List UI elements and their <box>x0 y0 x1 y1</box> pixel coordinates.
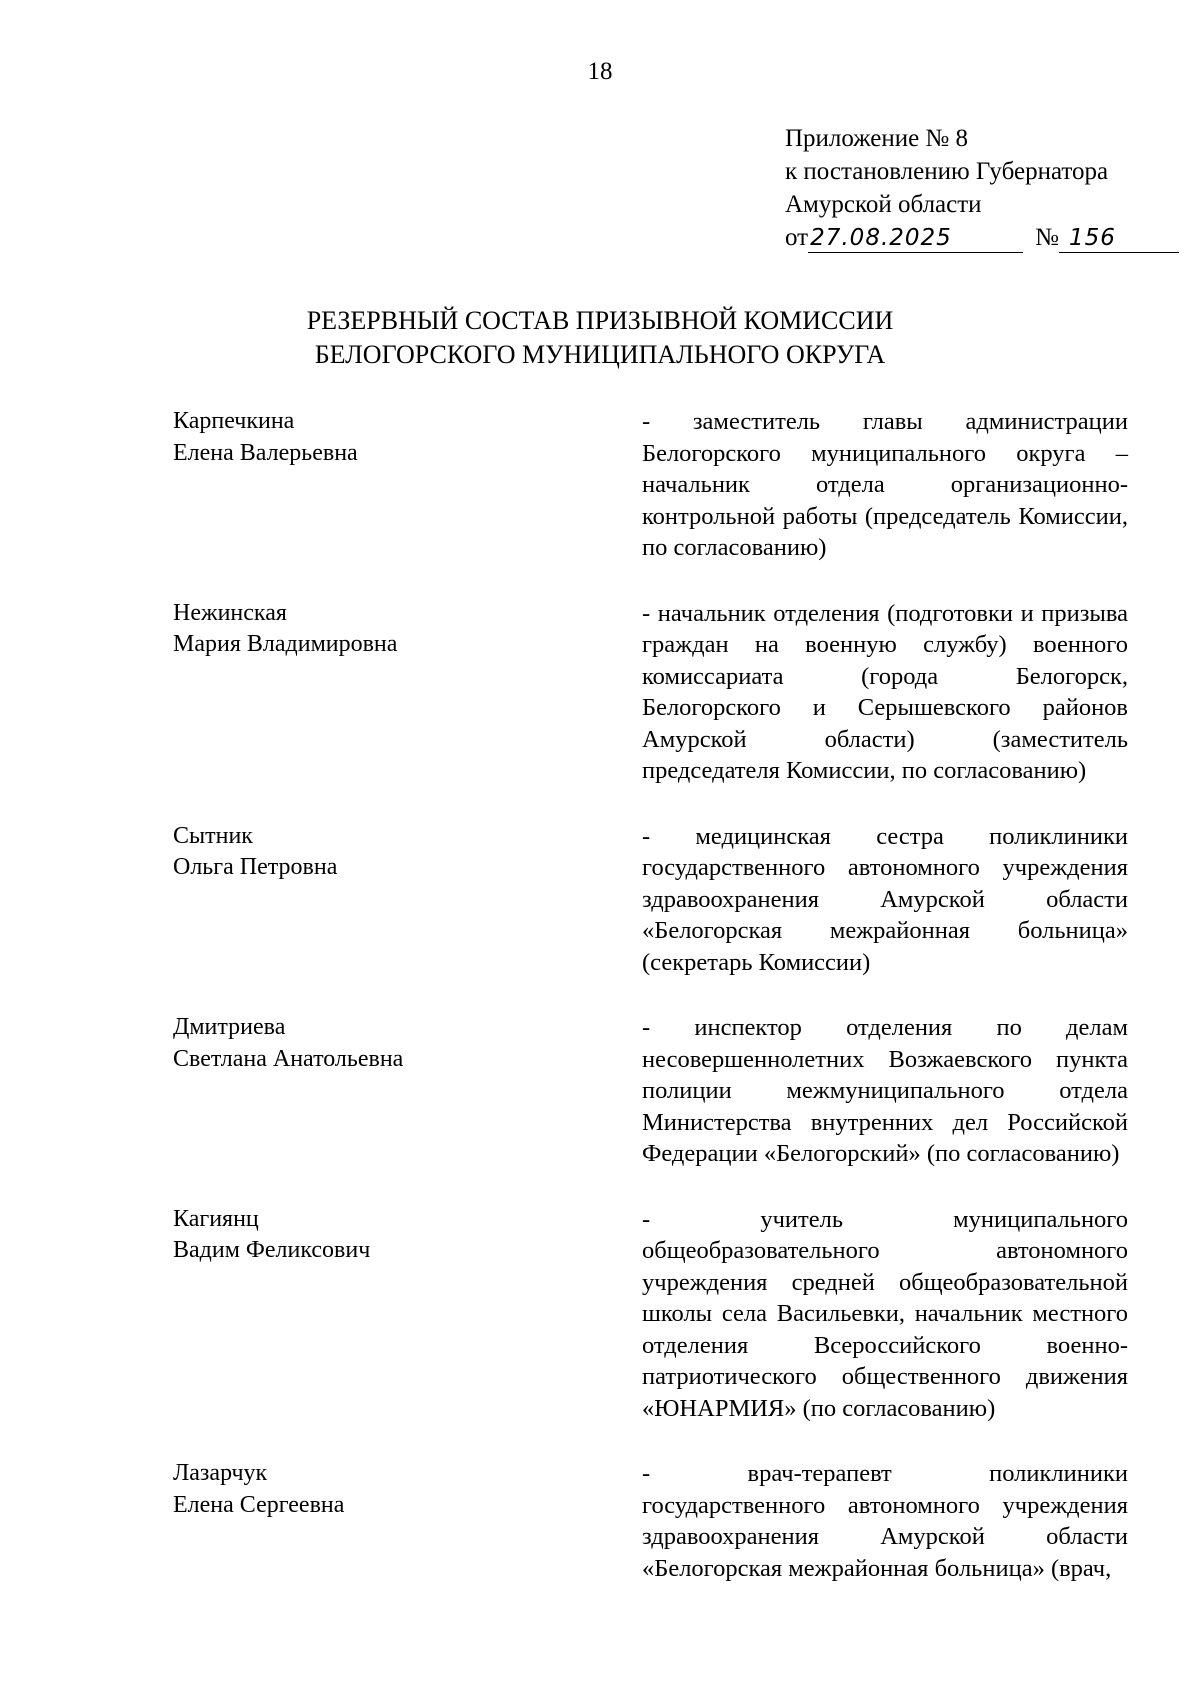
member-surname: Дмитриева <box>173 1014 286 1040</box>
member-name <box>173 406 358 469</box>
member-name <box>173 598 397 661</box>
date-prefix: от <box>785 224 809 251</box>
number-prefix: № <box>1035 224 1059 251</box>
approval-line <box>785 221 1179 254</box>
member-surname: Сытник <box>173 822 253 849</box>
member-entry <box>173 1204 1128 1425</box>
member-given-names: Мария Владимировна <box>173 631 398 657</box>
member-role: - инспектор отделения по делам несовершеннолетних Возжаевского пункта полиции межмуниципального отдела Министерства внутренних дел Российской Федерации «Белогорский» (по согласованию) <box>642 1014 1128 1167</box>
handwritten-number: 156 <box>1059 224 1179 253</box>
member-surname: Кагиянц <box>173 1205 259 1232</box>
member-given-names: Вадим Феликсович <box>173 1237 371 1263</box>
member-given-names: Елена Валерьевна <box>173 439 358 466</box>
page-number: 18 <box>587 58 613 85</box>
member-name <box>173 1204 370 1267</box>
member-given-names: Ольга Петровна <box>173 854 338 880</box>
member-name <box>173 1012 403 1075</box>
member-entry <box>173 406 1128 564</box>
member-entry <box>173 821 1128 979</box>
appendix-title: Приложение № 8 <box>785 125 969 152</box>
member-name <box>173 1458 344 1521</box>
title-line-2: БЕЛОГОРСКОГО МУНИЦИПАЛЬНОГО ОКРУГА <box>314 340 886 369</box>
member-role: - заместитель главы администрации Белогорского муниципального округа – начальник отдела организационно-контрольной работы (председатель Комиссии, по согласованию) <box>642 408 1128 561</box>
member-role: - учитель муниципального общеобразовательного автономного учреждения средней общеобразовательной школы села Васильевки, начальник местного отделения Всероссийского военно-патриотического общественного движения «ЮНАРМИЯ» (по согласованию) <box>642 1205 1128 1422</box>
member-entry <box>173 598 1128 787</box>
appendix-reference: к постановлению Губернатора <box>785 158 1109 185</box>
appendix-block <box>785 122 1179 254</box>
member-entry <box>173 1458 1128 1584</box>
member-role: - медицинская сестра поликлиники государственного автономного учреждения здравоохранения Амурской области «Белогорская межрайонная больница» (секретарь Комиссии) <box>642 822 1128 976</box>
member-role: - начальник отделения (подготовки и призыва граждан на военную службу) военного комиссариата (города Белогорск, Белогорского и Серышевского районов Амурской области) (заместитель председателя Комиссии, по согласованию) <box>642 599 1128 784</box>
member-surname: Нежинская <box>173 599 287 626</box>
members-list <box>173 406 1128 1584</box>
member-given-names: Светлана Анатольевна <box>173 1045 404 1072</box>
title-line-1: РЕЗЕРВНЫЙ СОСТАВ ПРИЗЫВНОЙ КОМИССИИ <box>306 306 894 335</box>
document-title <box>0 304 1200 372</box>
member-surname: Лазарчук <box>173 1460 268 1486</box>
member-surname: Карпечкина <box>173 408 295 434</box>
member-given-names: Елена Сергеевна <box>173 1491 345 1518</box>
appendix-region: Амурской области <box>785 191 982 218</box>
member-name <box>173 821 337 884</box>
member-role: - врач-терапевт поликлиники государственного автономного учреждения здравоохранения Амурской области «Белогорская межрайонная больница» (врач, <box>642 1460 1128 1582</box>
handwritten-date: 27.08.2025 <box>808 224 1023 253</box>
member-entry <box>173 1012 1128 1170</box>
